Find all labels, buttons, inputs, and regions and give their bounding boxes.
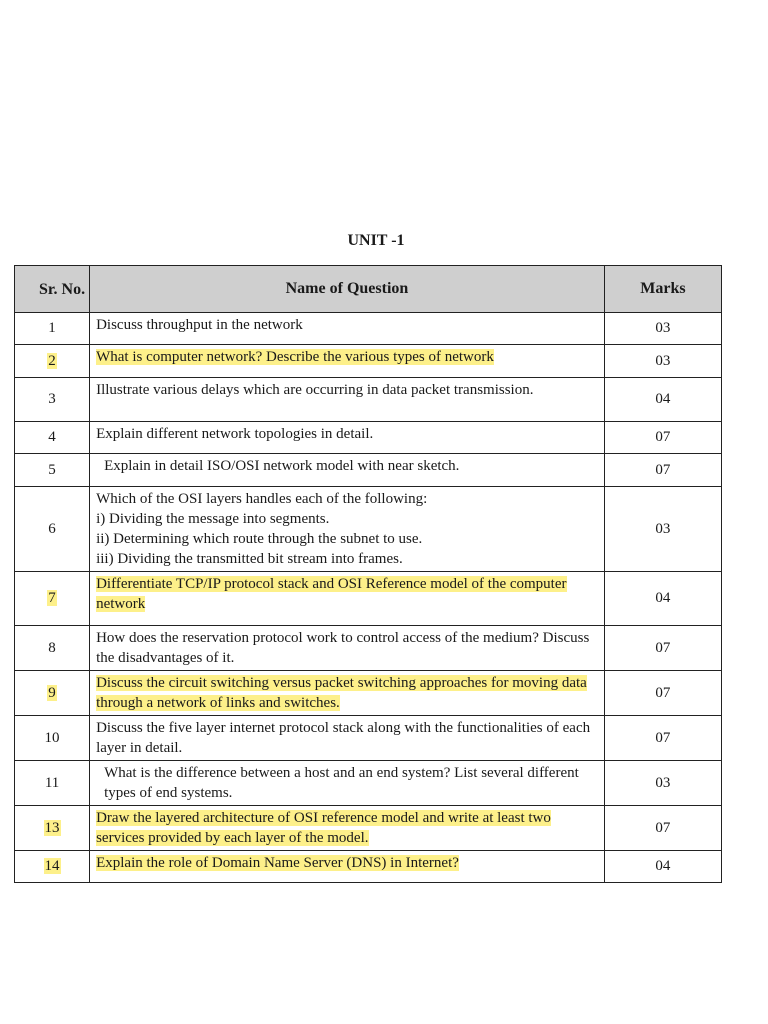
table-row	[15, 378, 722, 422]
row-marks: 07	[604, 454, 721, 487]
header-question: Name of Question	[90, 266, 605, 313]
row-question	[90, 378, 605, 422]
row-sr-no	[15, 345, 90, 378]
sr-value: 4	[48, 429, 56, 445]
question-text: Explain different network topologies in detail.	[96, 426, 374, 442]
table-row	[15, 313, 722, 345]
row-marks: 04	[604, 851, 721, 883]
sr-value: 1	[48, 320, 56, 336]
question-text: Illustrate various delays which are occurring in data packet transmission.	[96, 382, 534, 398]
row-question	[90, 345, 605, 378]
row-marks: 03	[604, 487, 721, 572]
question-table	[14, 265, 722, 883]
row-sr-no	[15, 806, 90, 851]
row-marks: 07	[604, 626, 721, 671]
row-marks: 03	[604, 345, 721, 378]
row-question	[90, 851, 605, 883]
question-text: Discuss the five layer internet protocol stack along with the functionalities of each layer in detail.	[96, 720, 591, 756]
row-question	[90, 422, 605, 454]
row-sr-no	[15, 761, 90, 806]
table-row	[15, 671, 722, 716]
question-text: Discuss the circuit switching versus packet switching approaches for moving data through a network of links and switches.	[96, 675, 587, 711]
row-sr-no	[15, 422, 90, 454]
row-question	[90, 626, 605, 671]
table-row	[15, 716, 722, 761]
table-row	[15, 572, 722, 626]
sr-value: 7	[48, 590, 56, 606]
row-sr-no	[15, 851, 90, 883]
question-text: Differentiate TCP/IP protocol stack and OSI Reference model of the computer network	[96, 576, 567, 612]
row-sr-no	[15, 454, 90, 487]
sr-value: 3	[48, 391, 56, 407]
sr-value: 13	[44, 819, 60, 836]
row-question	[90, 313, 605, 345]
row-question	[90, 487, 605, 572]
row-question	[90, 671, 605, 716]
row-sr-no	[15, 626, 90, 671]
page-title: UNIT -1	[347, 232, 405, 249]
table-row	[15, 454, 722, 487]
row-marks: 07	[604, 422, 721, 454]
row-marks: 07	[604, 671, 721, 716]
table-row	[15, 851, 722, 883]
row-marks: 03	[604, 313, 721, 345]
row-question	[90, 454, 605, 487]
sr-value: 14	[44, 858, 60, 874]
row-sr-no	[15, 313, 90, 345]
question-text: Which of the OSI layers handles each of the following:	[96, 491, 428, 507]
sr-value: 6	[48, 520, 56, 537]
row-sr-no	[15, 378, 90, 422]
question-text: How does the reservation protocol work to control access of the medium? Discuss the disadvantages of it.	[96, 630, 590, 666]
row-marks: 07	[604, 806, 721, 851]
question-subitem: iii) Dividing the transmitted bit stream into frames.	[96, 551, 403, 567]
row-sr-no	[15, 716, 90, 761]
sr-value: 11	[44, 774, 60, 791]
sr-value: 10	[44, 729, 60, 746]
row-marks: 04	[604, 378, 721, 422]
header-sr-no: Sr. No.	[15, 266, 90, 313]
row-sr-no	[15, 671, 90, 716]
question-text: What is computer network? Describe the various types of network	[96, 349, 494, 365]
row-question	[90, 806, 605, 851]
question-text: Discuss throughput in the network	[96, 317, 303, 333]
table-row	[15, 422, 722, 454]
table-row	[15, 626, 722, 671]
question-text: What is the difference between a host and an end system? List several different types of end systems.	[104, 765, 579, 801]
question-subitem: ii) Determining which route through the subnet to use.	[96, 531, 423, 547]
header-marks: Marks	[604, 266, 721, 313]
question-text: Explain the role of Domain Name Server (DNS) in Internet?	[96, 855, 459, 871]
row-question	[90, 572, 605, 626]
sr-value: 8	[48, 639, 56, 656]
row-sr-no	[15, 572, 90, 626]
row-sr-no	[15, 487, 90, 572]
question-subitem: i) Dividing the message into segments.	[96, 511, 330, 527]
row-question	[90, 716, 605, 761]
question-text: Draw the layered architecture of OSI reference model and write at least two services provided by each layer of the model.	[96, 810, 551, 846]
row-marks: 04	[604, 572, 721, 626]
table-header-row	[15, 266, 722, 313]
table-row	[15, 487, 722, 572]
question-text: Explain in detail ISO/OSI network model with near sketch.	[104, 458, 460, 474]
sr-value: 2	[48, 352, 56, 369]
sr-value: 5	[48, 461, 56, 478]
table-row	[15, 806, 722, 851]
row-question	[90, 761, 605, 806]
sr-value: 9	[48, 684, 56, 701]
table-row	[15, 345, 722, 378]
row-marks: 07	[604, 716, 721, 761]
table-row	[15, 761, 722, 806]
row-marks: 03	[604, 761, 721, 806]
